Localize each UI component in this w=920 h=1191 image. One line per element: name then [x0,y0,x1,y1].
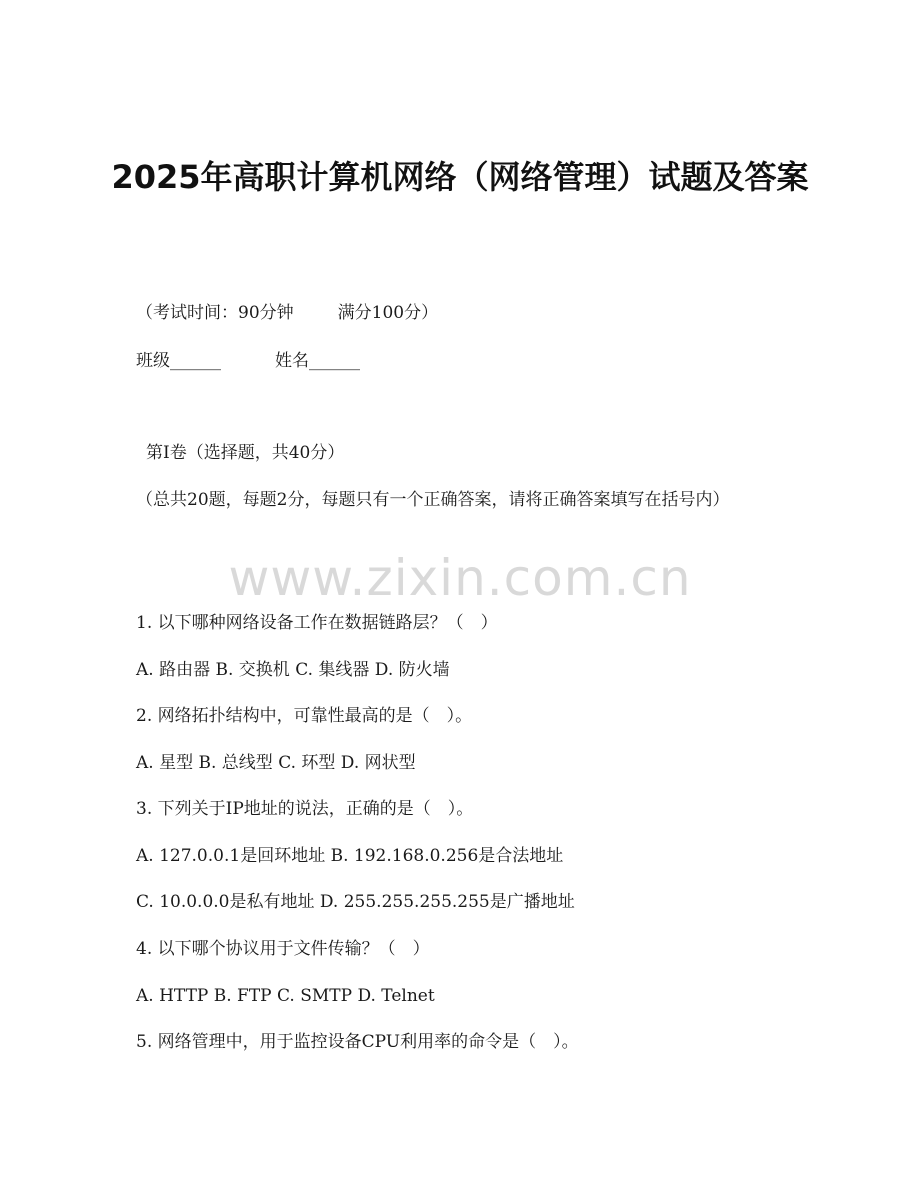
question-4-options: A. HTTP B. FTP C. SMTP D. Telnet [136,986,435,1006]
exam-score: 满分100分） [337,303,439,323]
watermark: www.zixin.com.cn [228,549,692,607]
question-1-stem: 1. 以下哪种网络设备工作在数据链路层？（ ） [136,613,498,633]
question-1-options: A. 路由器 B. 交换机 C. 集线器 D. 防火墙 [136,660,450,680]
section-instructions: （总共20题，每题2分，每题只有一个正确答案，请将正确答案填写在括号内） [136,490,730,510]
question-2-options: A. 星型 B. 总线型 C. 环型 D. 网状型 [136,753,416,773]
question-3-stem: 3. 下列关于IP地址的说法，正确的是（ ）。 [136,799,474,819]
student-fields [136,349,360,373]
question-2-stem: 2. 网络拓扑结构中，可靠性最高的是（ ）。 [136,706,473,726]
name-field: 姓名______ [275,351,360,371]
document-title: 2025年高职计算机网络（网络管理）试题及答案 [111,158,809,196]
exam-info [136,301,438,325]
exam-time: （考试时间：90分钟 [136,303,294,323]
question-3-options-cd: C. 10.0.0.0是私有地址 D. 255.255.255.255是广播地址 [136,892,575,912]
question-5-stem: 5. 网络管理中，用于监控设备CPU利用率的命令是（ ）。 [136,1032,579,1052]
section-heading: 第I卷（选择题，共40分） [146,443,345,463]
question-3-options-ab: A. 127.0.0.1是回环地址 B. 192.168.0.256是合法地址 [136,846,564,866]
question-4-stem: 4. 以下哪个协议用于文件传输？（ ） [136,939,430,959]
class-field: 班级______ [136,351,221,371]
